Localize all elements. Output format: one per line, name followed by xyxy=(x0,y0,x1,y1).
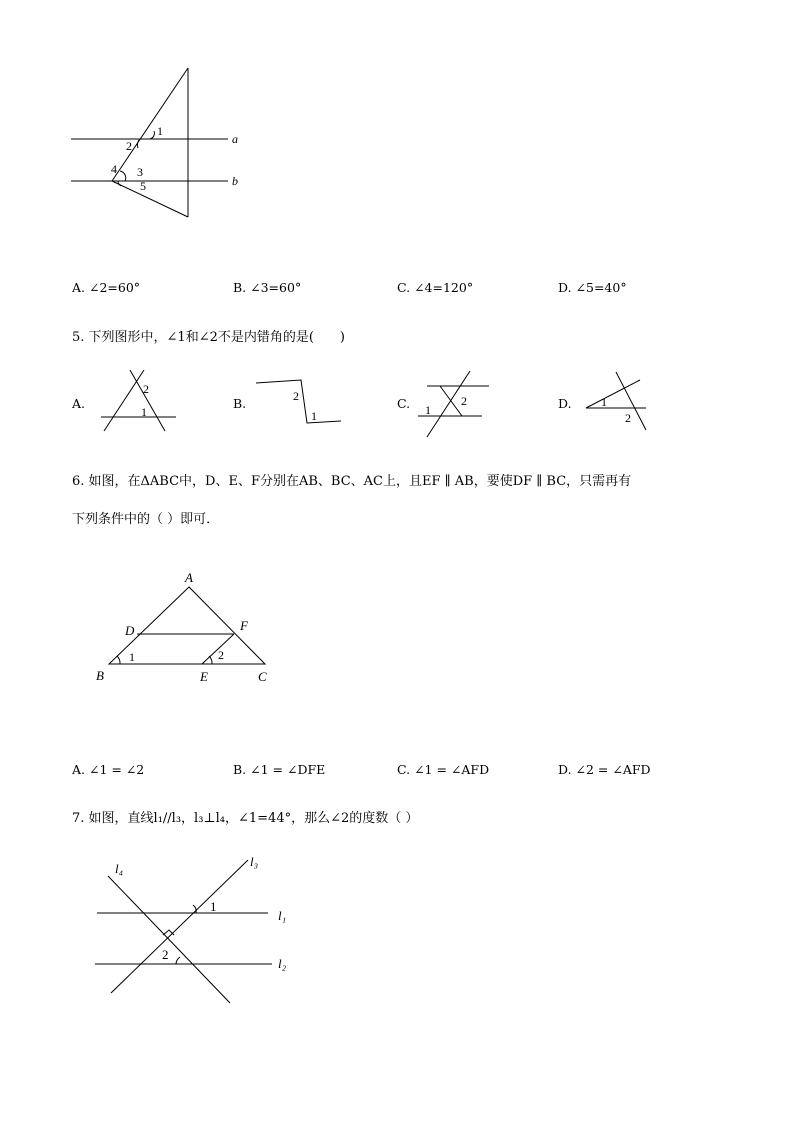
fig4-angle-4: 4 xyxy=(111,162,117,176)
fig7-label-l4: l₄ xyxy=(115,861,124,876)
q6-option-b[interactable]: B. ∠1 = ∠DFE xyxy=(233,762,326,777)
q4-option-a[interactable]: A. ∠2=60° xyxy=(72,280,141,295)
fig6-label-D: D xyxy=(125,623,135,638)
q7-stem: 7. 如图，直线l₁//l₃，l₃⊥l₄，∠1=44°，那么∠2的度数（ ） xyxy=(72,811,419,826)
q5d-angle-2: 2 xyxy=(625,411,631,425)
q5a-angle-1: 1 xyxy=(141,405,147,419)
fig7-angle-2: 2 xyxy=(162,947,169,962)
fig6-angle-1: 1 xyxy=(129,650,135,664)
fig7-label-l2: l₂ xyxy=(278,956,287,971)
q5-stem: 5. 下列图形中，∠1和∠2不是内错角的是( ) xyxy=(72,330,346,345)
q6-option-d[interactable]: D. ∠2 = ∠AFD xyxy=(558,762,651,777)
q5a-angle-2: 2 xyxy=(143,382,149,396)
q5b-angle-2: 2 xyxy=(293,389,299,403)
fig6-label-C: C xyxy=(258,669,267,684)
fig4-line-b: b xyxy=(232,174,238,188)
q5c-angle-1: 1 xyxy=(425,403,431,417)
q5d-angle-1: 1 xyxy=(601,395,607,409)
fig4-angle-3: 3 xyxy=(137,165,143,179)
q5-option-b[interactable]: B. xyxy=(233,396,247,411)
q6-option-c[interactable]: C. ∠1 = ∠AFD xyxy=(397,762,490,777)
q5c-angle-2: 2 xyxy=(461,394,467,408)
fig6-label-E: E xyxy=(200,669,208,684)
q4-option-b[interactable]: B. ∠3=60° xyxy=(233,280,302,295)
q6-stem-line1: 6. 如图，在ΔABC中，D、E、F分别在AB、BC、AC上，且EF ∥ AB，要使DF ∥ BC，只需再有 xyxy=(72,474,632,489)
fig6-label-B: B xyxy=(96,668,104,683)
fig4-angle-2: 2 xyxy=(126,139,132,153)
fig6-angle-2: 2 xyxy=(218,648,224,662)
fig7-label-l1: l₁ xyxy=(278,908,287,923)
fig7-label-l3: l₃ xyxy=(250,854,259,869)
q5b-angle-1: 1 xyxy=(311,409,317,423)
fig6-label-A: A xyxy=(185,570,193,585)
q5-option-a[interactable]: A. xyxy=(72,396,86,411)
q5-option-d[interactable]: D. xyxy=(558,396,572,411)
fig6-label-F: F xyxy=(240,618,248,633)
q4-option-d[interactable]: D. ∠5=40° xyxy=(558,280,627,295)
q6-option-a[interactable]: A. ∠1 = ∠2 xyxy=(72,762,145,777)
fig4-line-a: a xyxy=(232,132,238,146)
fig4-angle-1: 1 xyxy=(157,124,163,138)
q6-stem-line2: 下列条件中的（ ）即可． xyxy=(72,512,220,527)
q4-option-c[interactable]: C. ∠4=120° xyxy=(397,280,474,295)
fig4-angle-5: 5 xyxy=(140,179,146,193)
q5-option-c[interactable]: C. xyxy=(397,396,411,411)
fig7-angle-1: 1 xyxy=(210,899,217,914)
